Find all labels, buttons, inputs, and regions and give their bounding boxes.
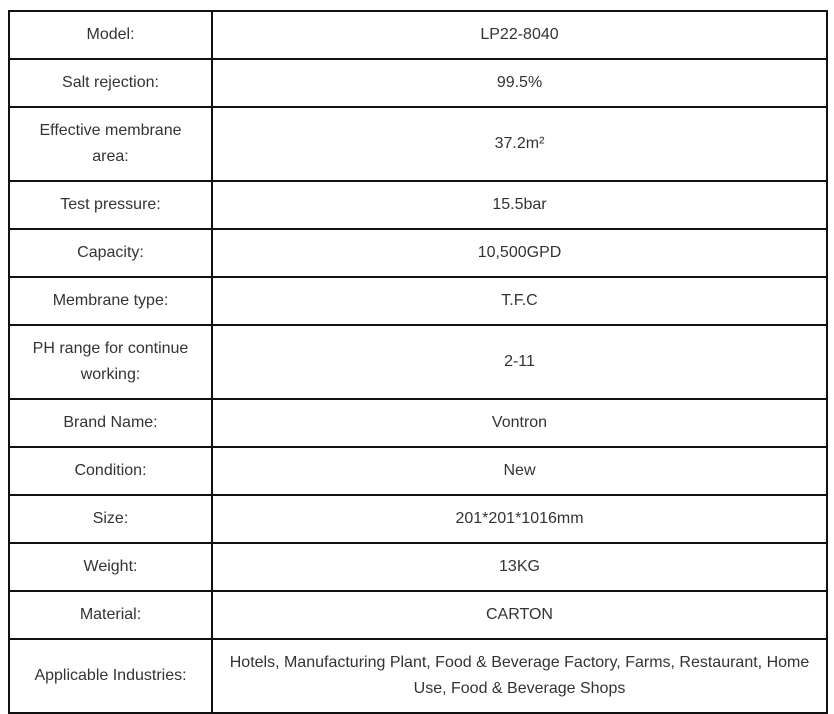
table-row	[9, 59, 827, 107]
row-value: 99.5%	[212, 59, 827, 107]
row-value: 10,500GPD	[212, 229, 827, 277]
row-label: Material:	[9, 591, 212, 639]
table-row	[9, 543, 827, 591]
row-label: Weight:	[9, 543, 212, 591]
table-row	[9, 495, 827, 543]
table-row	[9, 639, 827, 713]
row-label: Capacity:	[9, 229, 212, 277]
row-value: T.F.C	[212, 277, 827, 325]
row-label: Applicable Industries:	[9, 639, 212, 713]
row-value: 13KG	[212, 543, 827, 591]
row-label: Membrane type:	[9, 277, 212, 325]
row-value: 15.5bar	[212, 181, 827, 229]
row-label: Size:	[9, 495, 212, 543]
table-row	[9, 11, 827, 59]
table-row	[9, 229, 827, 277]
spec-table	[8, 10, 828, 714]
table-row	[9, 399, 827, 447]
table-row	[9, 591, 827, 639]
table-row	[9, 325, 827, 399]
row-value: CARTON	[212, 591, 827, 639]
row-label: Brand Name:	[9, 399, 212, 447]
table-row	[9, 107, 827, 181]
table-row	[9, 277, 827, 325]
row-label: PH range for continue working:	[9, 325, 212, 399]
row-label: Test pressure:	[9, 181, 212, 229]
row-value: New	[212, 447, 827, 495]
row-value: 37.2m²	[212, 107, 827, 181]
row-value: 2-11	[212, 325, 827, 399]
row-value: Hotels, Manufacturing Plant, Food & Beverage Factory, Farms, Restaurant, Home Use, Food & Beverage Shops	[212, 639, 827, 713]
table-row	[9, 447, 827, 495]
row-label: Effective membrane area:	[9, 107, 212, 181]
row-value: 201*201*1016mm	[212, 495, 827, 543]
row-value: Vontron	[212, 399, 827, 447]
table-row	[9, 181, 827, 229]
row-label: Salt rejection:	[9, 59, 212, 107]
row-label: Condition:	[9, 447, 212, 495]
row-value: LP22-8040	[212, 11, 827, 59]
row-label: Model:	[9, 11, 212, 59]
